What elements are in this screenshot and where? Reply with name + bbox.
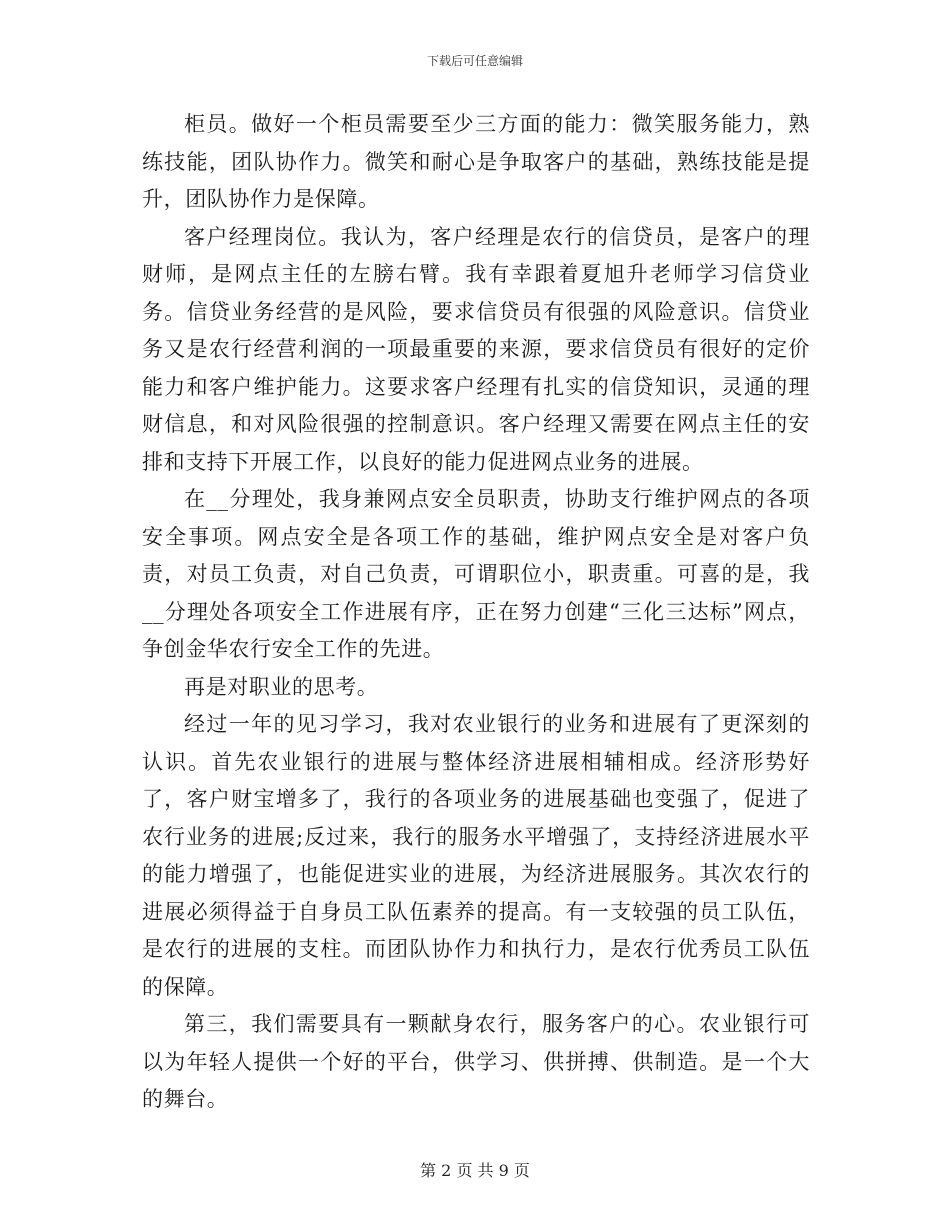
paragraph-dedication: 第三，我们需要具有一颗献身农行，服务客户的心。农业银行可以为年轻人提供一个好的平台，供学习、供拼搏、供制造。是一个大的舞台。 — [142, 1012, 810, 1111]
page-number: 第 2 页 共 9 页 — [420, 1161, 530, 1180]
header-note: 下载后可任意编辑 — [426, 54, 523, 68]
paragraph-teller: 柜员。做好一个柜员需要至少三方面的能力：微笑服务能力，熟练技能，团队协作力。微笑和耐心是争取客户的基础，熟练技能是提升，团队协作力是保障。 — [142, 112, 810, 211]
paragraph-account-manager: 客户经理岗位。我认为，客户经理是农行的信贷员，是客户的理财师，是网点主任的左膀右臂。我有幸跟着夏旭升老师学习信贷业务。信贷业务经营的是风险，要求信贷员有很强的风险意识。信贷业务又是农行经营利润的一项最重要的来源，要求信贷员有很好的定价能力和客户维护能力。这要求客户经理有扎实的信贷知识，灵通的理财信息，和对风险很强的控制意识。客户经理又需要在网点主任的安排和支持下开展工作，以良好的能力促进网点业务的进展。 — [142, 224, 810, 474]
paragraph-bank-development: 经过一年的见习学习，我对农业银行的业务和进展有了更深刻的认识。首先农业银行的进展与整体经济进展相辅相成。经济形势好了，客户财宝增多了，我行的各项业务的进展基础也变强了，促进了农行业务的进展;反过来，我行的服务水平增强了，支持经济进展水平的能力增强了，也能促进实业的进展，为经济进展服务。其次农行的进展必须得益于自身员工队伍素养的提高。有一支较强的员工队伍，是农行的进展的支柱。而团队协作力和执行力，是农行优秀员工队伍的保障。 — [142, 712, 810, 999]
document-body — [142, 106, 810, 1119]
paragraph-safety-officer: 在__分理处，我身兼网点安全员职责，协助支行维护网点的各项安全事项。网点安全是各项工作的基础，维护网点安全是对客户负责，对员工负责，对自己负责，可谓职位小，职责重。可喜的是，我__分理处各项安全工作进展有序，正在努力创建“三化三达标”网点，争创金华农行安全工作的先进。 — [142, 487, 810, 661]
paragraph-career-thoughts-heading: 再是对职业的思考。 — [184, 674, 379, 699]
